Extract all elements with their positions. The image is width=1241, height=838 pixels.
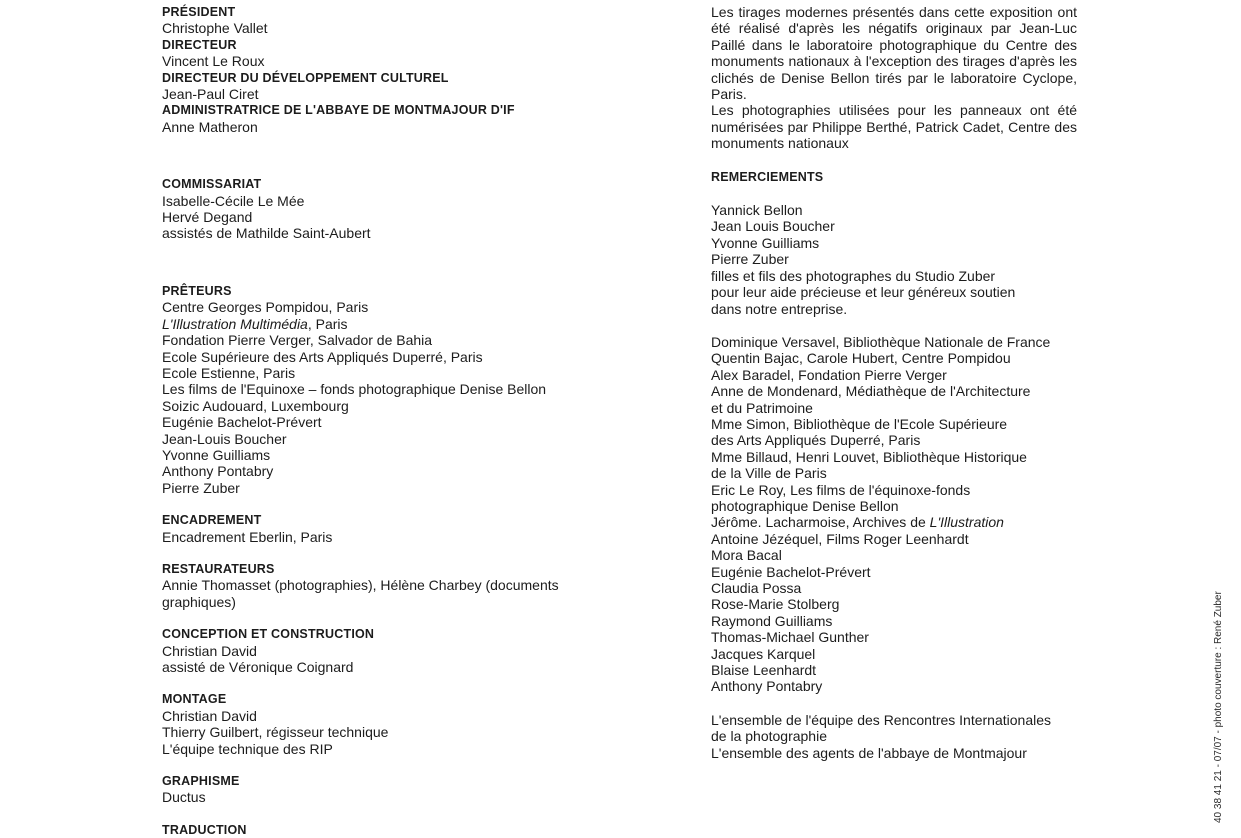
jerome-prefix: Jérôme. Lacharmoise, Archives de (711, 514, 930, 531)
thanks-line: Thomas-Michael Gunther (711, 629, 869, 646)
thanks-line: Eugénie Bachelot-Prévert (711, 563, 871, 580)
illustration-city: , Paris (307, 315, 348, 332)
commissariat-line: Isabelle-Cécile Le Mée (162, 192, 305, 209)
remerciements-group-3 (711, 712, 1077, 761)
thanks-line: Mme Billaud, Henri Louvet, Bibliothèque Historique (711, 448, 1027, 465)
tirages-paragraph: Les tirages modernes présentés dans cette exposition ont été réalisé d'après les négatifs originaux par Jean-Luc Paillé dans le laboratoire photographique du Centre des monuments nationaux à l'exception des tirages d'après les clichés de Denise Bellon tirés par le laboratoire Cyclope, Paris. (711, 4, 1077, 103)
left-column (162, 4, 602, 838)
thanks-line: Eric Le Roy, Les films de l'équinoxe-fonds (711, 481, 971, 498)
thanks-line: Jean Louis Boucher (711, 218, 835, 235)
president-name: Christophe Vallet (162, 20, 268, 37)
vertical-note-text: 40 38 41 21 - 07/07 - photo couverture : René Zuber (1213, 591, 1224, 823)
commissariat-title: COMMISSARIAT (162, 177, 262, 192)
illustration-title: L'Illustration Multimédia (162, 315, 308, 332)
preteurs-line: Pierre Zuber (162, 479, 240, 496)
remerciements-group-2 (711, 334, 1077, 695)
thanks-line: de la photographie (711, 728, 827, 745)
traduction-section (162, 822, 602, 838)
thanks-line: Blaise Leenhardt (711, 662, 817, 679)
conception-section (162, 626, 602, 675)
thanks-line: Quentin Bajac, Carole Hubert, Centre Pompidou (711, 350, 1011, 367)
restaurateurs-title: RESTAURATEURS (162, 561, 275, 576)
thanks-line: Yvonne Guilliams (711, 234, 820, 251)
thanks-line: Anne de Mondenard, Médiathèque de l'Architecture (711, 383, 1031, 400)
president-title: PRÉSIDENT (162, 5, 236, 19)
preteurs-line (162, 316, 602, 332)
thanks-line: Anthony Pontabry (711, 678, 823, 695)
conception-title: CONCEPTION ET CONSTRUCTION (162, 627, 375, 642)
preteurs-section (162, 283, 602, 496)
right-column (711, 4, 1077, 761)
commissariat-line: Hervé Degand (162, 209, 253, 226)
thanks-line: Antoine Jézéquel, Films Roger Leenhardt (711, 530, 969, 547)
thanks-line: dans notre entreprise. (711, 300, 848, 317)
thanks-line: Claudia Possa (711, 580, 802, 596)
directeur-title: DIRECTEUR (162, 37, 237, 52)
dev-culturel-name: Jean-Paul Ciret (162, 86, 259, 103)
remerciements-group-1 (711, 202, 1077, 317)
conception-line: assisté de Véronique Coignard (162, 659, 354, 675)
preteurs-line: Eugénie Bachelot-Prévert (162, 414, 322, 431)
thanks-line: Pierre Zuber (711, 251, 789, 268)
preteurs-line: Les films de l'Equinoxe – fonds photographique Denise Bellon (162, 381, 547, 398)
thanks-line: filles et fils des photographes du Studio Zuber (711, 267, 996, 284)
thanks-line: Alex Baradel, Fondation Pierre Verger (711, 366, 947, 383)
illustration-title: L'Illustration (929, 514, 1004, 531)
montage-line: Christian David (162, 707, 257, 724)
thanks-line: de la Ville de Paris (711, 465, 827, 482)
montage-line: Thierry Guilbert, régisseur technique (162, 724, 389, 741)
preteurs-line: Centre Georges Pompidou, Paris (162, 299, 369, 316)
thanks-line: Yannick Bellon (711, 202, 803, 219)
preteurs-line: Soizic Audouard, Luxembourg (162, 397, 349, 414)
commissariat-section (162, 176, 602, 242)
restaurateurs-text: Annie Thomasset (photographies), Hélène Charbey (documents graphiques) (162, 577, 559, 610)
preteurs-line: Jean-Louis Boucher (162, 430, 287, 447)
administratrice-name: Anne Matheron (162, 118, 258, 135)
encadrement-section (162, 512, 602, 545)
preteurs-line: Ecole Estienne, Paris (162, 364, 296, 381)
thanks-line: pour leur aide précieuse et leur généreux soutien (711, 284, 1016, 301)
montage-title: MONTAGE (162, 692, 227, 707)
commissariat-line: assistés de Mathilde Saint-Aubert (162, 225, 371, 242)
remerciements-title: REMERCIEMENTS (711, 169, 824, 184)
thanks-line: Jacques Karquel (711, 645, 816, 662)
administratrice-title: ADMINISTRATRICE DE L'ABBAYE DE MONTMAJOUR D'IF (162, 103, 515, 118)
graphisme-section (162, 773, 602, 806)
dev-culturel-title: DIRECTEUR DU DÉVELOPPEMENT CULTUREL (162, 70, 449, 85)
thanks-line: Dominique Versavel, Bibliothèque Nationale de France (711, 333, 1051, 350)
restaurateurs-section (162, 561, 602, 610)
directeur-name: Vincent Le Roux (162, 53, 265, 70)
president-section (162, 4, 602, 135)
conception-line: Christian David (162, 642, 257, 659)
montage-section (162, 691, 602, 757)
thanks-line: Mora Bacal (711, 547, 782, 564)
thanks-line: et du Patrimoine (711, 399, 813, 416)
thanks-line: Mme Simon, Bibliothèque de l'Ecole Supérieure (711, 415, 1008, 432)
graphisme-title: GRAPHISME (162, 774, 240, 789)
preteurs-line: Fondation Pierre Verger, Salvador de Bahia (162, 332, 433, 349)
preteurs-line: Ecole Supérieure des Arts Appliqués Duperré, Paris (162, 348, 483, 365)
thanks-line: photographique Denise Bellon (711, 497, 899, 514)
preteurs-line: Anthony Pontabry (162, 463, 274, 480)
thanks-line: Raymond Guilliams (711, 612, 833, 629)
thanks-line: L'ensemble de l'équipe des Rencontres Internationales (711, 711, 1052, 728)
graphisme-line: Ductus (162, 789, 206, 806)
thanks-line (711, 514, 1077, 530)
thanks-line: des Arts Appliqués Duperré, Paris (711, 432, 921, 449)
encadrement-line: Encadrement Eberlin, Paris (162, 528, 333, 545)
encadrement-title: ENCADREMENT (162, 513, 262, 528)
traduction-title: TRADUCTION (162, 822, 247, 837)
thanks-line: Rose-Marie Stolberg (711, 596, 840, 613)
photos-paragraph: Les photographies utilisées pour les panneaux ont été numérisées par Philippe Berthé, Patrick Cadet, Centre des monuments nationaux (711, 102, 1077, 152)
preteurs-title: PRÊTEURS (162, 283, 232, 298)
montage-line: L'équipe technique des RIP (162, 740, 333, 757)
preteurs-line: Yvonne Guilliams (162, 446, 271, 463)
thanks-line: L'ensemble des agents de l'abbaye de Montmajour (711, 744, 1027, 761)
